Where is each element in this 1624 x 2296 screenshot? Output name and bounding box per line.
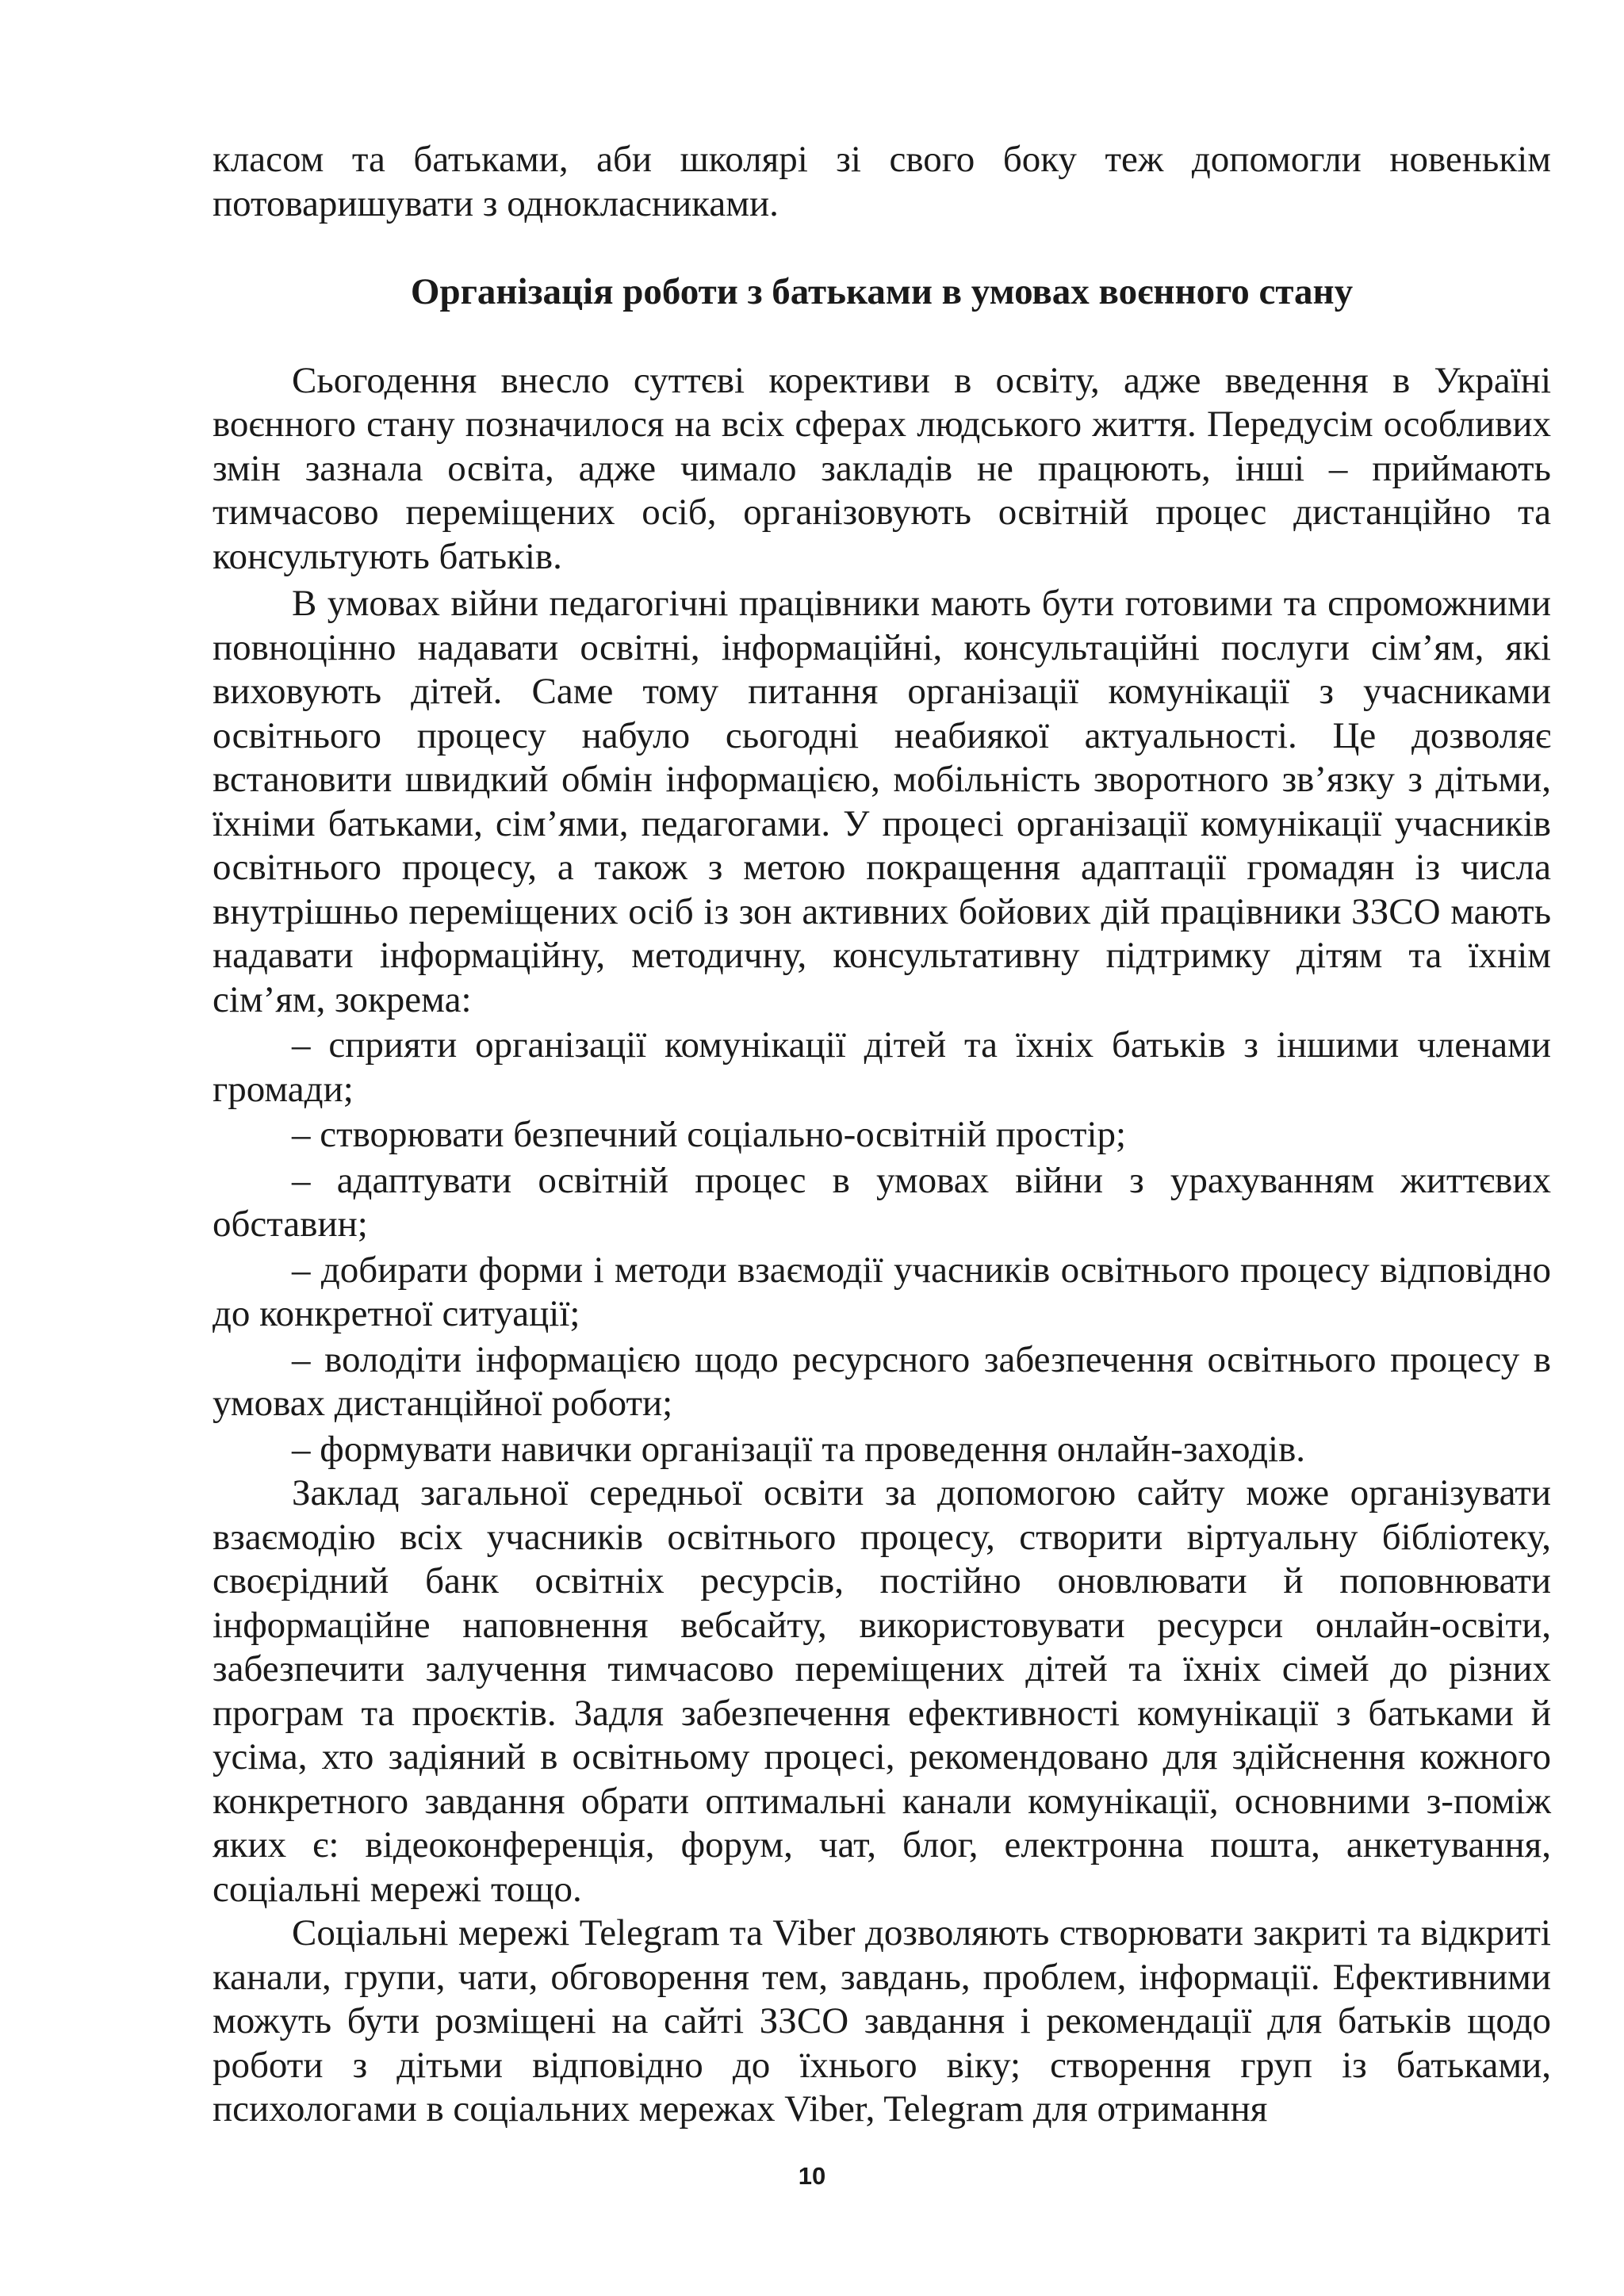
page-number: 10 <box>798 2162 826 2190</box>
body-paragraph: В умовах війни педагогічні працівники мають бути готовими та спроможними повноцінно надавати освітні, інформаційні, консультаційні послуги сім’ям, які виховують дітей. Саме тому питання організації комунікації з учасниками освітнього процесу набуло сьогодні неабиякої актуальності. Це дозволяє встановити швидкий обмін інформацією, мобільність зворотного зв’язку з дітьми, їхніми батьками, сім’ями, педагогами. У процесі організації комунікації учасників освітнього процесу, а також з метою покращення адаптації громадян із числа внутрішньо переміщених осіб із зон активних бойових дій працівники ЗЗСО мають надавати інформаційну, методичну, консультативну підтримку дітям та їхнім сім’ям, зокрема: <box>213 583 1551 1020</box>
list-item: – адаптувати освітній процес в умовах війни з урахуванням життєвих обставин; <box>213 1159 1551 1245</box>
list-item: – добирати форми і методи взаємодії учасників освітнього процесу відповідно до конкретної ситуації; <box>213 1249 1551 1334</box>
list-item: – створювати безпечний соціально-освітній простір; <box>292 1114 1127 1155</box>
list-item: – володіти інформацією щодо ресурсного забезпечення освітнього процесу в умовах дистанційної роботи; <box>213 1338 1551 1424</box>
list-item: – сприяти організації комунікації дітей та їхніх батьків з іншими членами громади; <box>213 1024 1551 1110</box>
body-paragraph: Заклад загальної середньої освіти за допомогою сайту може організувати взаємодію всіх учасників освітнього процесу, створити віртуальну бібліотеку, своєрідний банк освітніх ресурсів, постійно оновлювати й поповнювати інформаційне наповнення вебсайту, використовувати ресурси онлайн-освіти, забезпечити залучення тимчасово переміщених дітей та їхніх сімей до різних програм та проєктів. Задля забезпечення ефективності комунікації з батьками й усіма, хто задіяний в освітньому процесі, рекомендовано для здійснення кожного конкретного завдання обрати оптимальні канали комунікації, основними з-поміж яких є: відеоконференція, форум, чат, блог, електронна пошта, анкетування, соціальні мережі тощо. <box>213 1472 1551 1910</box>
body-paragraph: Соціальні мережі Telegram та Viber дозволяють створювати закриті та відкриті канали, групи, чати, обговорення тем, завдань, проблем, інформації. Ефективними можуть бути розміщені на сайті ЗЗСО завдання і рекомендації для батьків щодо роботи з дітьми відповідно до їхнього віку; створення груп із батьками, психологами в соціальних мережах Viber, Telegram для отримання <box>213 1912 1551 2130</box>
section-heading: Організація роботи з батьками в умовах воєнного стану <box>410 271 1354 312</box>
page-body <box>213 138 1551 2132</box>
list-item: – формувати навички організації та проведення онлайн-заходів. <box>292 1428 1306 1470</box>
body-paragraph: Сьогодення внесло суттєві корективи в освіту, адже введення в Україні воєнного стану позначилося на всіх сферах людського життя. Передусім особливих змін зазнала освіта, адже чимало закладів не працюють, інші – приймають тимчасово переміщених осіб, організовують освітній процес дистанційно та консультують батьків. <box>213 359 1551 577</box>
lead-paragraph: класом та батьками, аби школярі зі свого боку теж допомогли новенькім потоваришувати з однокласниками. <box>213 139 1551 224</box>
